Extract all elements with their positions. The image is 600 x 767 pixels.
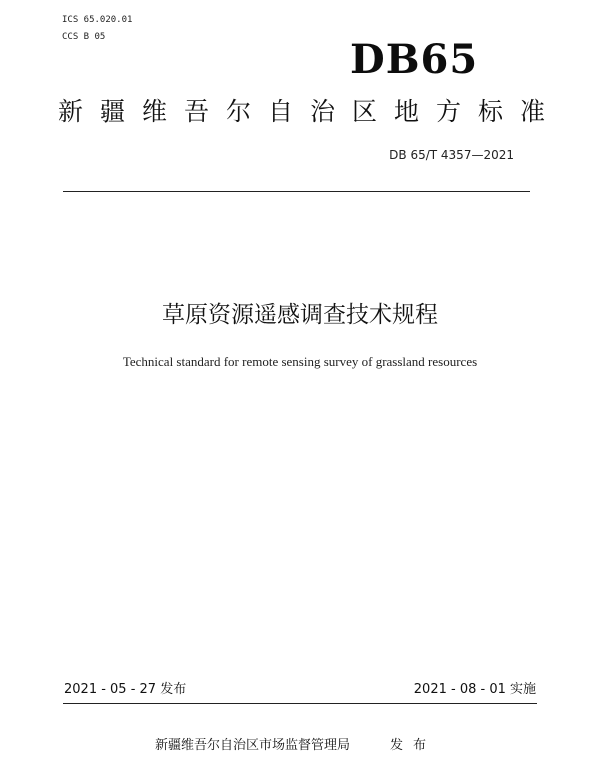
chinese-title: 草原资源遥感调查技术规程: [162, 302, 438, 328]
standard-type: 新疆维吾尔自治区地方标准: [58, 97, 563, 126]
standard-number: DB 65/T 4357—2021: [389, 148, 514, 162]
english-title: Technical standard for remote sensing survey of grassland resources: [122, 354, 478, 369]
top-divider: [63, 191, 530, 192]
issue-action: 发布: [390, 738, 437, 753]
bottom-divider: [63, 703, 537, 704]
db65-logo: DB65: [350, 36, 479, 83]
ccs-code: CCS B 05: [62, 32, 106, 42]
issuing-authority: 新疆维吾尔自治区市场监督管理局: [155, 738, 351, 753]
implementation-date: 2021 - 08 - 01 实施: [413, 682, 536, 697]
issue-date: 2021 - 05 - 27 发布: [64, 682, 187, 697]
ics-code: ICS 65.020.01: [62, 15, 133, 25]
